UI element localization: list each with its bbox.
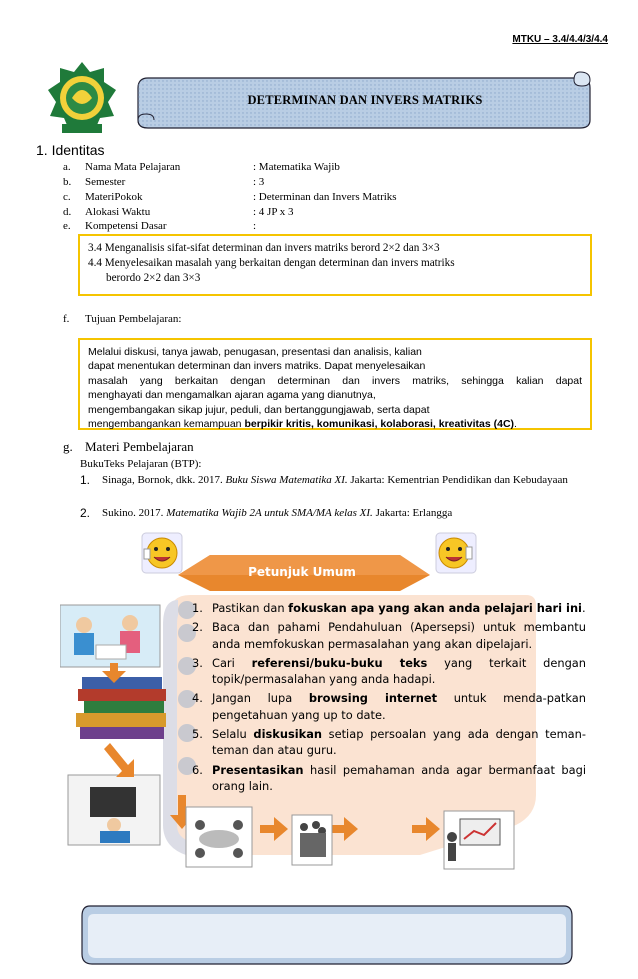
reference-item: 2. Sukino. 2017. Matematika Wajib 2A untuk SMA/MA kelas XI. Jakarta: Erlangga — [80, 506, 453, 520]
bottom-banner — [78, 902, 576, 968]
identity-row: d. Alokasi Waktu : 4 JP x 3 — [63, 206, 294, 218]
list-item: 5. Selalu diskusikan setiap persoalan yang ada dengan teman-teman dan atau guru. — [192, 727, 586, 758]
petunjuk-list — [192, 600, 586, 797]
kd-line: 3.4 Menganalisis sifat-sifat determinan dan invers matriks berord 2×2 dan 3×3 — [88, 242, 440, 254]
smiley-left-icon — [142, 533, 182, 573]
identity-row: b. Semester : 3 — [63, 176, 265, 188]
list-item: 4. Jangan lupa browsing internet untuk menda-patkan pengetahuan yang up to date. — [192, 691, 586, 722]
identity-row: a. Nama Mata Pelajaran : Matematika Wajib — [63, 161, 340, 173]
kd-line: berordo 2×2 dan 3×3 — [106, 272, 201, 284]
list-item: 1. Pastikan dan fokuskan apa yang akan anda pelajari hari ini. — [192, 601, 586, 615]
identity-row: c. MateriPokok : Determinan dan Invers Matriks — [63, 191, 397, 203]
tujuan-label: f. Tujuan Pembelajaran: — [63, 313, 182, 325]
students-photo-icon — [60, 605, 160, 667]
materi-label: g. Materi Pembelajaran — [63, 439, 194, 454]
identity-row: e. Kompetensi Dasar : — [63, 220, 257, 232]
tujuan-box: Melalui diskusi, tanya jawab, penugasan, presentasi dan analisis, kalian dapat menentukan determinan dan invers matriks. Dapat menyelesaikan masalah yang berkaitan dengan determinan dan invers matriks, sehingga kalian dapat menghayati dan mengamalkan ajaran agama yang dianutnya, mengembangakan sikap jujur, peduli, dan bertanggungjawab, serta dapat mengembangankan kemampuan berpikir kritis, komunikasi, kolaborasi, kreativitas (4C). — [78, 338, 592, 430]
petunjuk-umum-title: Petunjuk Umum — [248, 565, 356, 579]
reference-item: 1. Sinaga, Bornok, dkk. 2017. Buku Siswa Matematika XI. Jakarta: Kementrian Pendidikan dan Kebudayaan — [80, 473, 568, 487]
document-code: MTKU – 3.4/4.4/3/4.4 — [512, 34, 608, 45]
btp-label: BukuTeks Pelajaran (BTP): — [80, 458, 202, 470]
document-title: DETERMINAN DAN INVERS MATRIKS — [247, 93, 483, 107]
kompetensi-dasar-box — [78, 234, 592, 296]
school-logo-icon — [42, 58, 122, 138]
smiley-right-icon — [436, 533, 476, 573]
kd-line: 4.4 Menyelesaikan masalah yang berkaitan dengan determinan dan invers matriks — [88, 257, 455, 269]
books-stack-icon — [76, 677, 166, 739]
list-item: 3. Cari referensi/buku-buku teks yang terkait dengan topik/permasalahan yang anda hadapi. — [192, 655, 587, 687]
presentation-icon — [444, 811, 514, 869]
list-item: 2. Baca dan pahami Pendahuluan (Apersepsi) untuk membantu anda memfokuskan permasalahan yang akan dipelajari. — [192, 620, 586, 651]
list-item: 6. Presentasikan hasil pemahaman anda agar bermanfaat bagi orang lain. — [192, 762, 586, 793]
computer-user-icon — [68, 775, 160, 845]
team-people-icon — [292, 815, 332, 865]
section-identitas-title: 1. Identitas — [36, 142, 105, 158]
discussion-group-icon — [186, 807, 252, 867]
